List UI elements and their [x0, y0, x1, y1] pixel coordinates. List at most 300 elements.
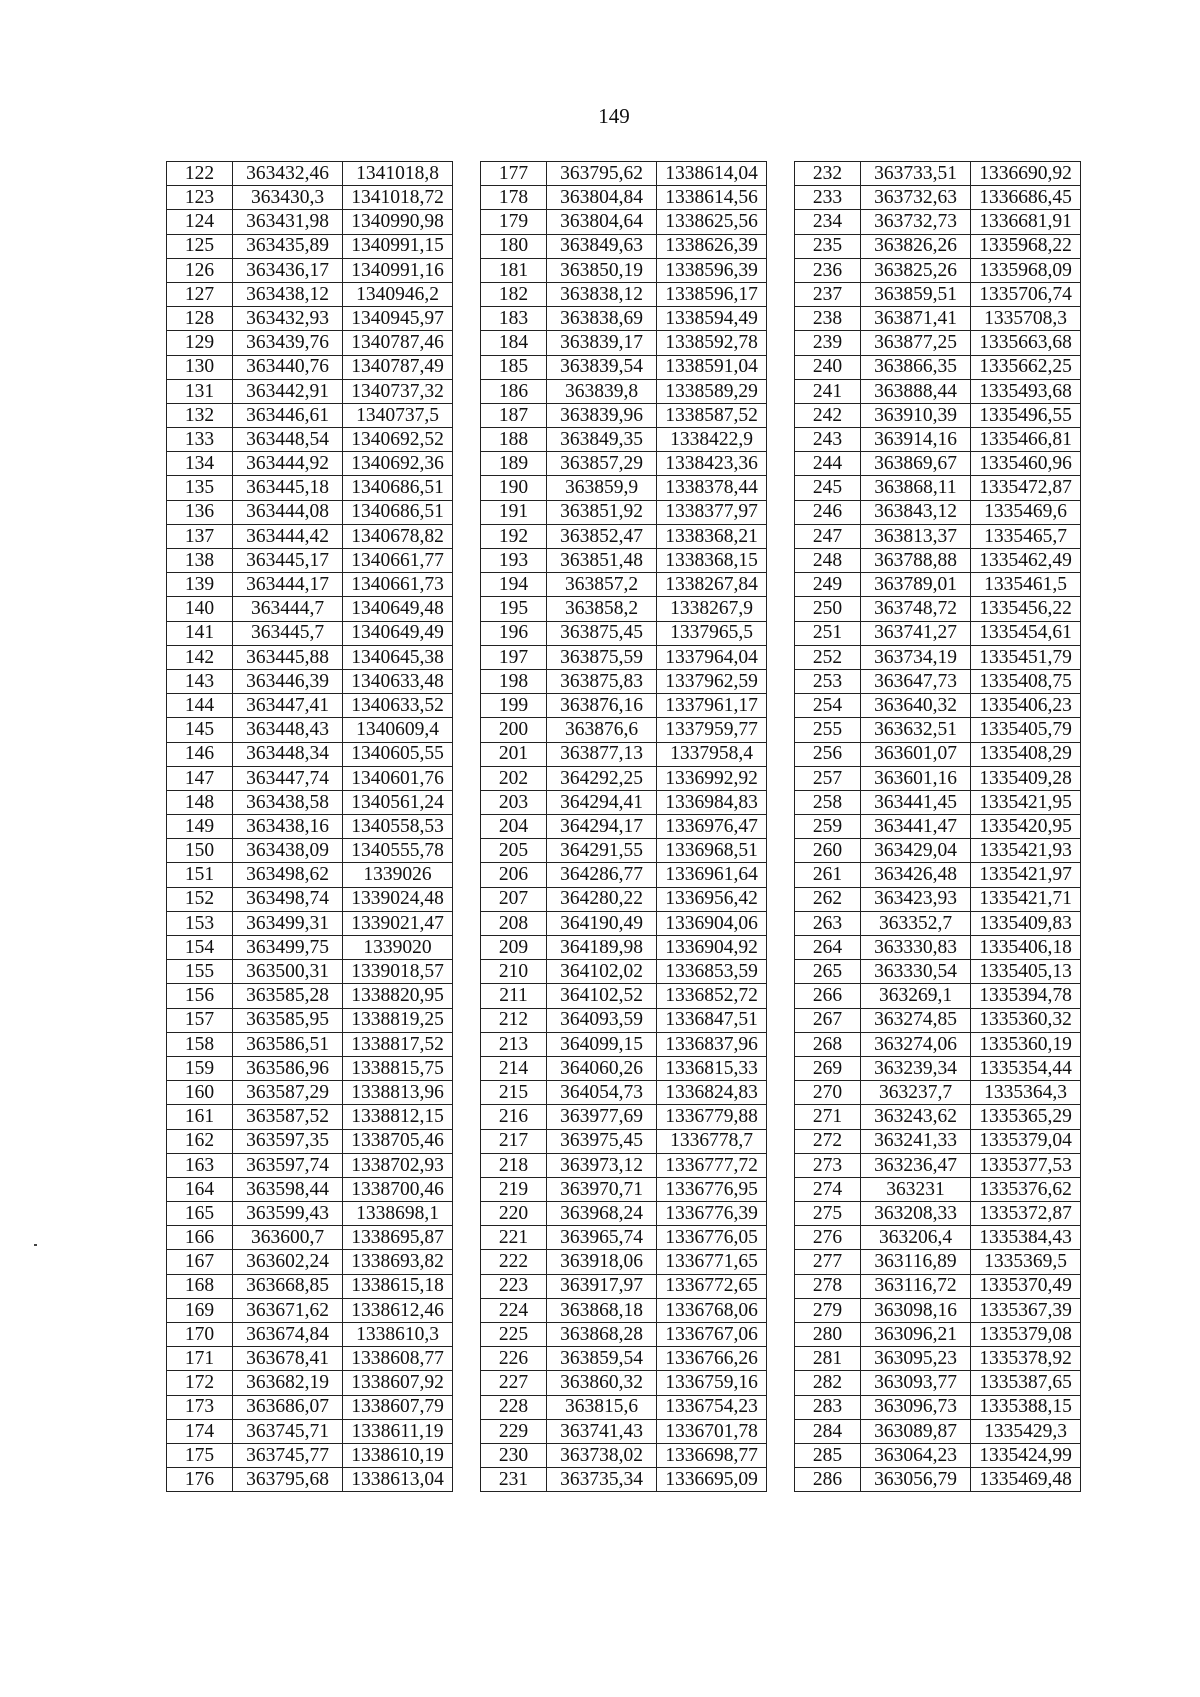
x-coordinate-cell: 363598,44 [233, 1177, 343, 1201]
point-number-cell: 235 [795, 234, 861, 258]
coordinate-table-middle [480, 161, 767, 1492]
table-row [167, 597, 453, 621]
y-coordinate-cell: 1340645,38 [343, 645, 453, 669]
point-number-cell: 273 [795, 1153, 861, 1177]
y-coordinate-cell: 1340678,82 [343, 524, 453, 548]
table-row [481, 1008, 767, 1032]
x-coordinate-cell: 363447,74 [233, 766, 343, 790]
x-coordinate-cell: 363436,17 [233, 258, 343, 282]
x-coordinate-cell: 363243,62 [861, 1105, 971, 1129]
y-coordinate-cell: 1335461,5 [971, 573, 1081, 597]
point-number-cell: 266 [795, 984, 861, 1008]
x-coordinate-cell: 363585,28 [233, 984, 343, 1008]
y-coordinate-cell: 1335420,95 [971, 815, 1081, 839]
x-coordinate-cell: 363733,51 [861, 162, 971, 186]
x-coordinate-cell: 363795,68 [233, 1468, 343, 1492]
x-coordinate-cell: 363788,88 [861, 549, 971, 573]
table-row [481, 1443, 767, 1467]
x-coordinate-cell: 363647,73 [861, 669, 971, 693]
y-coordinate-cell: 1340561,24 [343, 790, 453, 814]
y-coordinate-cell: 1338611,19 [343, 1419, 453, 1443]
point-number-cell: 207 [481, 887, 547, 911]
point-number-cell: 209 [481, 936, 547, 960]
table-row [167, 742, 453, 766]
y-coordinate-cell: 1335460,96 [971, 452, 1081, 476]
x-coordinate-cell: 363918,06 [547, 1250, 657, 1274]
table-row [481, 1274, 767, 1298]
y-coordinate-cell: 1340692,36 [343, 452, 453, 476]
y-coordinate-cell: 1338812,15 [343, 1105, 453, 1129]
x-coordinate-cell: 363330,83 [861, 936, 971, 960]
y-coordinate-cell: 1335409,83 [971, 911, 1081, 935]
table-row [167, 1202, 453, 1226]
y-coordinate-cell: 1340945,97 [343, 307, 453, 331]
x-coordinate-cell: 363435,89 [233, 234, 343, 258]
x-coordinate-cell: 363448,54 [233, 428, 343, 452]
table-row [481, 1226, 767, 1250]
x-coordinate-cell: 363804,64 [547, 210, 657, 234]
point-number-cell: 137 [167, 524, 233, 548]
x-coordinate-cell: 363599,43 [233, 1202, 343, 1226]
y-coordinate-cell: 1340737,5 [343, 403, 453, 427]
x-coordinate-cell: 363674,84 [233, 1323, 343, 1347]
point-number-cell: 276 [795, 1226, 861, 1250]
table-row [795, 1274, 1081, 1298]
x-coordinate-cell: 363735,34 [547, 1468, 657, 1492]
y-coordinate-cell: 1338368,15 [657, 549, 767, 573]
point-number-cell: 142 [167, 645, 233, 669]
x-coordinate-cell: 363448,34 [233, 742, 343, 766]
table-row [481, 186, 767, 210]
x-coordinate-cell: 363600,7 [233, 1226, 343, 1250]
table-row [795, 258, 1081, 282]
table-row [167, 936, 453, 960]
y-coordinate-cell: 1340991,16 [343, 258, 453, 282]
table-row [481, 1323, 767, 1347]
x-coordinate-cell: 363444,42 [233, 524, 343, 548]
table-row [795, 1468, 1081, 1492]
y-coordinate-cell: 1336956,42 [657, 887, 767, 911]
point-number-cell: 254 [795, 694, 861, 718]
x-coordinate-cell: 363498,62 [233, 863, 343, 887]
table-row [795, 1177, 1081, 1201]
x-coordinate-cell: 364060,26 [547, 1056, 657, 1080]
x-coordinate-cell: 363586,51 [233, 1032, 343, 1056]
x-coordinate-cell: 363859,9 [547, 476, 657, 500]
x-coordinate-cell: 363064,23 [861, 1443, 971, 1467]
table-row [481, 234, 767, 258]
x-coordinate-cell: 363851,92 [547, 500, 657, 524]
point-number-cell: 191 [481, 500, 547, 524]
x-coordinate-cell: 363432,46 [233, 162, 343, 186]
y-coordinate-cell: 1336976,47 [657, 815, 767, 839]
table-row [167, 621, 453, 645]
table-row [481, 718, 767, 742]
y-coordinate-cell: 1335376,62 [971, 1177, 1081, 1201]
table-row [167, 549, 453, 573]
point-number-cell: 225 [481, 1323, 547, 1347]
point-number-cell: 147 [167, 766, 233, 790]
table-row [167, 839, 453, 863]
x-coordinate-cell: 363442,91 [233, 379, 343, 403]
table-row [795, 1032, 1081, 1056]
table-row [795, 960, 1081, 984]
y-coordinate-cell: 1340946,2 [343, 282, 453, 306]
scan-speck [34, 1244, 37, 1246]
x-coordinate-cell: 363734,19 [861, 645, 971, 669]
y-coordinate-cell: 1336847,51 [657, 1008, 767, 1032]
point-number-cell: 265 [795, 960, 861, 984]
table-row [795, 718, 1081, 742]
y-coordinate-cell: 1338819,25 [343, 1008, 453, 1032]
table-row [795, 1105, 1081, 1129]
x-coordinate-cell: 363838,12 [547, 282, 657, 306]
point-number-cell: 134 [167, 452, 233, 476]
x-coordinate-cell: 364294,17 [547, 815, 657, 839]
point-number-cell: 216 [481, 1105, 547, 1129]
x-coordinate-cell: 363597,74 [233, 1153, 343, 1177]
y-coordinate-cell: 1335466,81 [971, 428, 1081, 452]
x-coordinate-cell: 363438,09 [233, 839, 343, 863]
y-coordinate-cell: 1335365,29 [971, 1105, 1081, 1129]
y-coordinate-cell: 1336686,45 [971, 186, 1081, 210]
point-number-cell: 247 [795, 524, 861, 548]
x-coordinate-cell: 363851,48 [547, 549, 657, 573]
x-coordinate-cell: 363843,12 [861, 500, 971, 524]
y-coordinate-cell: 1338615,18 [343, 1274, 453, 1298]
table-row [167, 887, 453, 911]
x-coordinate-cell: 363869,67 [861, 452, 971, 476]
x-coordinate-cell: 363438,58 [233, 790, 343, 814]
table-row [167, 1032, 453, 1056]
y-coordinate-cell: 1335409,28 [971, 766, 1081, 790]
point-number-cell: 275 [795, 1202, 861, 1226]
point-number-cell: 201 [481, 742, 547, 766]
point-number-cell: 204 [481, 815, 547, 839]
point-number-cell: 251 [795, 621, 861, 645]
point-number-cell: 162 [167, 1129, 233, 1153]
y-coordinate-cell: 1341018,72 [343, 186, 453, 210]
y-coordinate-cell: 1335406,18 [971, 936, 1081, 960]
point-number-cell: 198 [481, 669, 547, 693]
y-coordinate-cell: 1335406,23 [971, 694, 1081, 718]
point-number-cell: 146 [167, 742, 233, 766]
x-coordinate-cell: 363116,89 [861, 1250, 971, 1274]
table-row [167, 1177, 453, 1201]
table-row [481, 911, 767, 935]
y-coordinate-cell: 1336695,09 [657, 1468, 767, 1492]
y-coordinate-cell: 1338698,1 [343, 1202, 453, 1226]
y-coordinate-cell: 1337965,5 [657, 621, 767, 645]
y-coordinate-cell: 1338607,92 [343, 1371, 453, 1395]
y-coordinate-cell: 1335708,3 [971, 307, 1081, 331]
table-row [167, 694, 453, 718]
y-coordinate-cell: 1340605,55 [343, 742, 453, 766]
table-row [481, 210, 767, 234]
y-coordinate-cell: 1336776,05 [657, 1226, 767, 1250]
x-coordinate-cell: 363745,71 [233, 1419, 343, 1443]
y-coordinate-cell: 1340633,48 [343, 669, 453, 693]
point-number-cell: 238 [795, 307, 861, 331]
table-row [481, 307, 767, 331]
y-coordinate-cell: 1338591,04 [657, 355, 767, 379]
y-coordinate-cell: 1336776,95 [657, 1177, 767, 1201]
y-coordinate-cell: 1335387,65 [971, 1371, 1081, 1395]
point-number-cell: 250 [795, 597, 861, 621]
point-number-cell: 196 [481, 621, 547, 645]
y-coordinate-cell: 1336904,06 [657, 911, 767, 935]
y-coordinate-cell: 1338626,39 [657, 234, 767, 258]
point-number-cell: 248 [795, 549, 861, 573]
table-row [167, 162, 453, 186]
x-coordinate-cell: 363910,39 [861, 403, 971, 427]
y-coordinate-cell: 1335472,87 [971, 476, 1081, 500]
y-coordinate-cell: 1335493,68 [971, 379, 1081, 403]
x-coordinate-cell: 363868,11 [861, 476, 971, 500]
y-coordinate-cell: 1340649,49 [343, 621, 453, 645]
y-coordinate-cell: 1335367,39 [971, 1298, 1081, 1322]
y-coordinate-cell: 1335377,53 [971, 1153, 1081, 1177]
point-number-cell: 271 [795, 1105, 861, 1129]
y-coordinate-cell: 1339026 [343, 863, 453, 887]
point-number-cell: 182 [481, 282, 547, 306]
y-coordinate-cell: 1338589,29 [657, 379, 767, 403]
point-number-cell: 243 [795, 428, 861, 452]
table-row [795, 234, 1081, 258]
point-number-cell: 123 [167, 186, 233, 210]
y-coordinate-cell: 1337961,17 [657, 694, 767, 718]
y-coordinate-cell: 1340609,4 [343, 718, 453, 742]
table-row [481, 573, 767, 597]
x-coordinate-cell: 363839,8 [547, 379, 657, 403]
point-number-cell: 229 [481, 1419, 547, 1443]
x-coordinate-cell: 363826,26 [861, 234, 971, 258]
x-coordinate-cell: 363586,96 [233, 1056, 343, 1080]
y-coordinate-cell: 1336681,91 [971, 210, 1081, 234]
y-coordinate-cell: 1336968,51 [657, 839, 767, 863]
y-coordinate-cell: 1338423,36 [657, 452, 767, 476]
x-coordinate-cell: 363499,31 [233, 911, 343, 935]
x-coordinate-cell: 363857,2 [547, 573, 657, 597]
x-coordinate-cell: 363795,62 [547, 162, 657, 186]
point-number-cell: 213 [481, 1032, 547, 1056]
point-number-cell: 126 [167, 258, 233, 282]
x-coordinate-cell: 363093,77 [861, 1371, 971, 1395]
table-row [167, 379, 453, 403]
point-number-cell: 211 [481, 984, 547, 1008]
y-coordinate-cell: 1336992,92 [657, 766, 767, 790]
point-number-cell: 170 [167, 1323, 233, 1347]
point-number-cell: 153 [167, 911, 233, 935]
table-row [481, 379, 767, 403]
point-number-cell: 181 [481, 258, 547, 282]
table-row [795, 669, 1081, 693]
x-coordinate-cell: 363871,41 [861, 307, 971, 331]
point-number-cell: 186 [481, 379, 547, 403]
y-coordinate-cell: 1340558,53 [343, 815, 453, 839]
point-number-cell: 262 [795, 887, 861, 911]
table-row [481, 1032, 767, 1056]
y-coordinate-cell: 1335462,49 [971, 549, 1081, 573]
y-coordinate-cell: 1335379,08 [971, 1323, 1081, 1347]
point-number-cell: 257 [795, 766, 861, 790]
point-number-cell: 237 [795, 282, 861, 306]
table-row [481, 355, 767, 379]
y-coordinate-cell: 1338614,56 [657, 186, 767, 210]
y-coordinate-cell: 1337958,4 [657, 742, 767, 766]
x-coordinate-cell: 363868,18 [547, 1298, 657, 1322]
y-coordinate-cell: 1340737,32 [343, 379, 453, 403]
y-coordinate-cell: 1340555,78 [343, 839, 453, 863]
table-row [167, 1347, 453, 1371]
table-row [481, 428, 767, 452]
x-coordinate-cell: 363973,12 [547, 1153, 657, 1177]
x-coordinate-cell: 363448,43 [233, 718, 343, 742]
point-number-cell: 133 [167, 428, 233, 452]
table-row [481, 162, 767, 186]
x-coordinate-cell: 363632,51 [861, 718, 971, 742]
x-coordinate-cell: 363868,28 [547, 1323, 657, 1347]
table-row [795, 210, 1081, 234]
point-number-cell: 127 [167, 282, 233, 306]
y-coordinate-cell: 1338700,46 [343, 1177, 453, 1201]
x-coordinate-cell: 363804,84 [547, 186, 657, 210]
x-coordinate-cell: 364093,59 [547, 1008, 657, 1032]
y-coordinate-cell: 1338592,78 [657, 331, 767, 355]
y-coordinate-cell: 1335429,3 [971, 1419, 1081, 1443]
point-number-cell: 152 [167, 887, 233, 911]
table-row [481, 621, 767, 645]
table-row [167, 524, 453, 548]
point-number-cell: 145 [167, 718, 233, 742]
y-coordinate-cell: 1340991,15 [343, 234, 453, 258]
point-number-cell: 249 [795, 573, 861, 597]
point-number-cell: 172 [167, 1371, 233, 1395]
y-coordinate-cell: 1335465,7 [971, 524, 1081, 548]
table-row [167, 1129, 453, 1153]
y-coordinate-cell: 1340686,51 [343, 476, 453, 500]
y-coordinate-cell: 1338377,97 [657, 500, 767, 524]
table-row [167, 1395, 453, 1419]
x-coordinate-cell: 363875,59 [547, 645, 657, 669]
x-coordinate-cell: 363447,41 [233, 694, 343, 718]
point-number-cell: 136 [167, 500, 233, 524]
y-coordinate-cell: 1335496,55 [971, 403, 1081, 427]
x-coordinate-cell: 363852,47 [547, 524, 657, 548]
y-coordinate-cell: 1338608,77 [343, 1347, 453, 1371]
y-coordinate-cell: 1339024,48 [343, 887, 453, 911]
point-number-cell: 233 [795, 186, 861, 210]
y-coordinate-cell: 1338267,84 [657, 573, 767, 597]
y-coordinate-cell: 1338607,79 [343, 1395, 453, 1419]
table-row [481, 1153, 767, 1177]
table-row [795, 500, 1081, 524]
point-number-cell: 202 [481, 766, 547, 790]
x-coordinate-cell: 363444,08 [233, 500, 343, 524]
y-coordinate-cell: 1338610,3 [343, 1323, 453, 1347]
table-row [167, 307, 453, 331]
y-coordinate-cell: 1335388,15 [971, 1395, 1081, 1419]
x-coordinate-cell: 363671,62 [233, 1298, 343, 1322]
x-coordinate-cell: 363682,19 [233, 1371, 343, 1395]
x-coordinate-cell: 363444,92 [233, 452, 343, 476]
y-coordinate-cell: 1336777,72 [657, 1153, 767, 1177]
y-coordinate-cell: 1335706,74 [971, 282, 1081, 306]
x-coordinate-cell: 363441,47 [861, 815, 971, 839]
point-number-cell: 264 [795, 936, 861, 960]
point-number-cell: 163 [167, 1153, 233, 1177]
x-coordinate-cell: 363602,24 [233, 1250, 343, 1274]
point-number-cell: 139 [167, 573, 233, 597]
table-row [795, 1250, 1081, 1274]
table-row [167, 1443, 453, 1467]
table-row [795, 1371, 1081, 1395]
x-coordinate-cell: 363444,17 [233, 573, 343, 597]
point-number-cell: 252 [795, 645, 861, 669]
y-coordinate-cell: 1335405,79 [971, 718, 1081, 742]
point-number-cell: 227 [481, 1371, 547, 1395]
table-row [481, 887, 767, 911]
table-row [795, 1081, 1081, 1105]
point-number-cell: 255 [795, 718, 861, 742]
y-coordinate-cell: 1335421,95 [971, 790, 1081, 814]
point-number-cell: 177 [481, 162, 547, 186]
point-number-cell: 188 [481, 428, 547, 452]
y-coordinate-cell: 1336772,65 [657, 1274, 767, 1298]
x-coordinate-cell: 363741,43 [547, 1419, 657, 1443]
table-row [481, 1298, 767, 1322]
y-coordinate-cell: 1335405,13 [971, 960, 1081, 984]
point-number-cell: 144 [167, 694, 233, 718]
x-coordinate-cell: 363876,16 [547, 694, 657, 718]
point-number-cell: 184 [481, 331, 547, 355]
point-number-cell: 138 [167, 549, 233, 573]
x-coordinate-cell: 363965,74 [547, 1226, 657, 1250]
y-coordinate-cell: 1338596,17 [657, 282, 767, 306]
table-row [481, 549, 767, 573]
table-row [167, 1323, 453, 1347]
y-coordinate-cell: 1335364,3 [971, 1081, 1081, 1105]
table-row [795, 476, 1081, 500]
point-number-cell: 241 [795, 379, 861, 403]
table-row [795, 282, 1081, 306]
x-coordinate-cell: 363096,73 [861, 1395, 971, 1419]
table-row [167, 960, 453, 984]
table-row [481, 282, 767, 306]
x-coordinate-cell: 363839,54 [547, 355, 657, 379]
x-coordinate-cell: 363825,26 [861, 258, 971, 282]
y-coordinate-cell: 1338422,9 [657, 428, 767, 452]
point-number-cell: 180 [481, 234, 547, 258]
point-number-cell: 176 [167, 1468, 233, 1492]
x-coordinate-cell: 363439,76 [233, 331, 343, 355]
point-number-cell: 223 [481, 1274, 547, 1298]
y-coordinate-cell: 1335379,04 [971, 1129, 1081, 1153]
table-row [481, 766, 767, 790]
x-coordinate-cell: 363601,16 [861, 766, 971, 790]
table-row [481, 936, 767, 960]
x-coordinate-cell: 363741,27 [861, 621, 971, 645]
y-coordinate-cell: 1337964,04 [657, 645, 767, 669]
x-coordinate-cell: 363585,95 [233, 1008, 343, 1032]
point-number-cell: 130 [167, 355, 233, 379]
x-coordinate-cell: 363208,33 [861, 1202, 971, 1226]
point-number-cell: 239 [795, 331, 861, 355]
y-coordinate-cell: 1335378,92 [971, 1347, 1081, 1371]
point-number-cell: 277 [795, 1250, 861, 1274]
x-coordinate-cell: 363445,88 [233, 645, 343, 669]
point-number-cell: 256 [795, 742, 861, 766]
